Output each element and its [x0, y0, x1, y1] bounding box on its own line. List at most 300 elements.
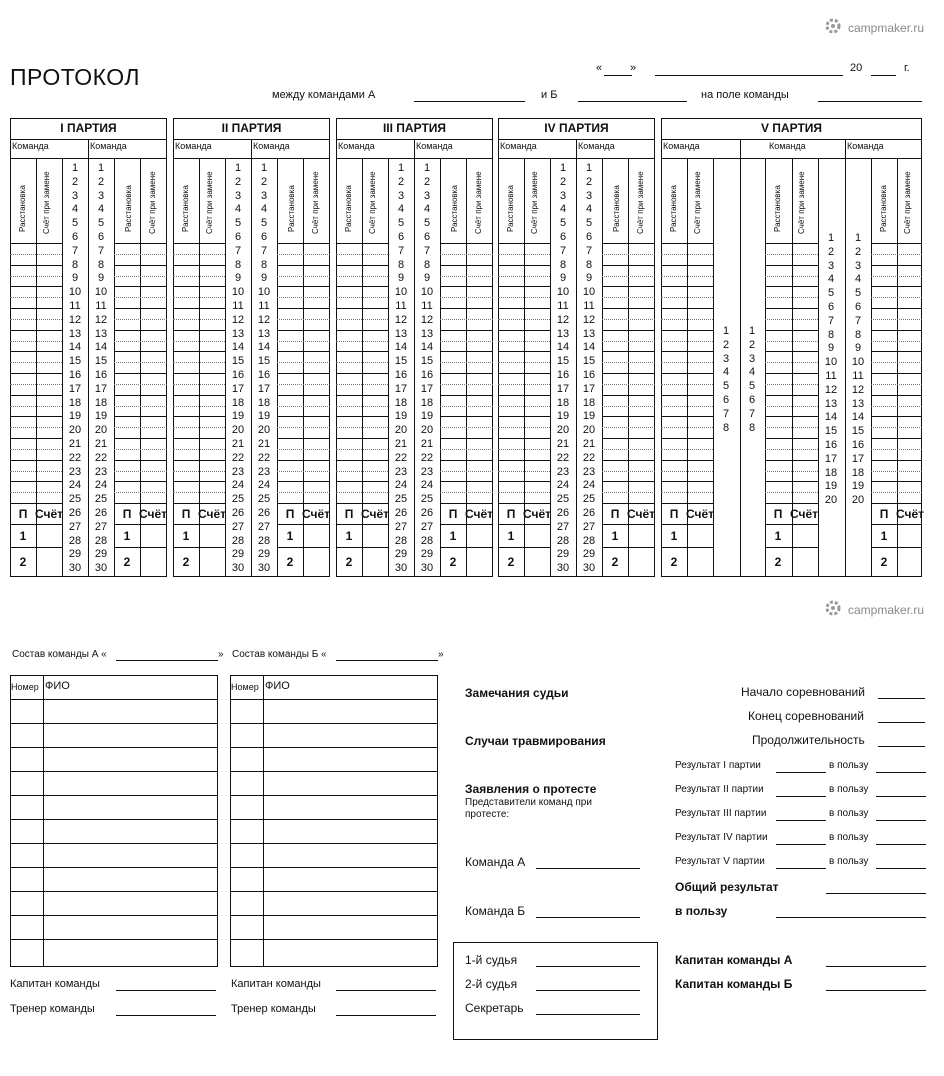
team-b-score-cell[interactable]	[277, 395, 330, 417]
team-a-point-number: 29	[556, 548, 570, 561]
team-a-score-cell[interactable]	[336, 330, 388, 352]
roster-row[interactable]	[10, 891, 218, 915]
score-cell[interactable]	[765, 460, 818, 482]
row-2-label: 2	[345, 555, 353, 569]
team-a-column-label: Команда	[663, 141, 700, 151]
team-a-score-cell[interactable]	[10, 481, 62, 503]
team-b-captain-field[interactable]	[336, 990, 436, 991]
team-a-score-cell[interactable]	[498, 265, 550, 287]
team-a-point-number: 19	[68, 410, 82, 423]
roster-row[interactable]	[230, 747, 438, 771]
team-a-point-number: 5	[397, 217, 405, 230]
team-b-point-number: 28	[257, 534, 271, 547]
roster-row[interactable]	[10, 795, 218, 819]
switch-point-number-a: 6	[722, 394, 730, 406]
team-a-point-number: 13	[68, 327, 82, 340]
team-b-score-cell[interactable]	[277, 308, 330, 330]
year-suffix: г.	[904, 62, 910, 74]
team-b-score-cell[interactable]	[114, 351, 167, 373]
team-a-point-number: 5	[827, 287, 835, 300]
team-b-point-number: 2	[854, 245, 862, 258]
roster-row[interactable]	[10, 915, 218, 939]
team-b-point-number: 13	[94, 327, 108, 340]
row-2-label: 2	[774, 555, 782, 569]
team-b-point-number: 24	[94, 479, 108, 492]
team-a-score-cell[interactable]	[173, 265, 225, 287]
secretary-field[interactable]	[536, 1014, 640, 1015]
roster-row[interactable]	[10, 939, 218, 963]
team-b-point-number: 6	[97, 231, 105, 243]
team-b-score-cell[interactable]	[602, 330, 655, 352]
team-a-score-cell[interactable]	[173, 286, 225, 308]
captain-b-label: Капитан команды Б	[675, 977, 793, 991]
date-month-field[interactable]	[655, 75, 843, 76]
team-a-point-number: 18	[231, 396, 245, 409]
roster-row[interactable]	[230, 819, 438, 843]
team-b-score-cell[interactable]	[440, 416, 493, 438]
score-cell[interactable]	[661, 330, 713, 352]
in-favor-field[interactable]	[876, 844, 926, 845]
team-a-roster-name-field[interactable]	[116, 660, 218, 661]
team-b-point-number: 8	[423, 258, 431, 271]
total-result-field[interactable]	[826, 893, 926, 894]
team-b-point-number: 10	[582, 286, 596, 299]
team-a-score-cell[interactable]	[173, 395, 225, 417]
switch-point-number-b: 7	[748, 407, 756, 420]
team-b-score-cell[interactable]	[440, 351, 493, 373]
team-b-score-cell[interactable]	[277, 286, 330, 308]
team-b-point-number: 20	[94, 424, 108, 437]
team-b-score-cell[interactable]	[114, 460, 167, 482]
team-b-score-cell[interactable]	[602, 395, 655, 417]
score-on-sub-label: Счёт при замене	[42, 171, 51, 234]
total-result-label: Общий результат	[675, 880, 779, 894]
roster-row[interactable]	[230, 723, 438, 747]
team-a-score-cell[interactable]	[173, 416, 225, 438]
year-prefix: 20	[850, 62, 863, 74]
team-b-point-number: 23	[420, 465, 434, 478]
team-b-roster-name-field[interactable]	[336, 660, 438, 661]
rule	[740, 139, 741, 158]
score-header: Счёт	[626, 506, 656, 521]
score-cell[interactable]	[765, 395, 818, 417]
team-a-point-number: 10	[394, 286, 408, 299]
arrangement-label: Расстановка	[612, 185, 621, 232]
team-a-point-number: 4	[559, 203, 567, 216]
team-a-point-number: 13	[394, 327, 408, 340]
team-b-point-number: 2	[585, 175, 593, 188]
judge1-field[interactable]	[536, 966, 640, 967]
team-a-score-cell[interactable]	[336, 416, 388, 438]
team-a-score-cell[interactable]	[498, 395, 550, 417]
score-cell[interactable]	[765, 416, 818, 438]
score-cell[interactable]	[661, 308, 713, 330]
team-b-point-number: 23	[582, 465, 596, 478]
team-a-score-cell[interactable]	[10, 416, 62, 438]
team-a-column-label: Команда	[338, 141, 375, 151]
roster-row[interactable]	[10, 819, 218, 843]
score-cell[interactable]	[661, 373, 713, 395]
team-b-score-cell[interactable]	[114, 243, 167, 265]
score-cell[interactable]	[765, 330, 818, 352]
team-b-score-cell[interactable]	[114, 395, 167, 417]
team-b-score-cell[interactable]	[602, 416, 655, 438]
team-a-name-field[interactable]	[414, 101, 525, 102]
team-a-score-cell[interactable]	[173, 351, 225, 373]
team-a-score-cell[interactable]	[173, 460, 225, 482]
team-b-point-number: 10	[420, 286, 434, 299]
score-cell[interactable]	[871, 243, 922, 265]
in-favor-label: в пользу	[829, 784, 869, 795]
score-cell[interactable]	[661, 460, 713, 482]
team-a-score-cell[interactable]	[10, 265, 62, 287]
score-cell[interactable]	[765, 373, 818, 395]
team-a-score-cell[interactable]	[173, 330, 225, 352]
in-favor-field[interactable]	[876, 772, 926, 773]
date-year-field[interactable]	[871, 75, 896, 76]
team-a-score-cell[interactable]	[10, 373, 62, 395]
team-b-score-cell[interactable]	[440, 286, 493, 308]
team-a-score-cell[interactable]	[173, 438, 225, 460]
team-a-captain-field[interactable]	[116, 990, 216, 991]
team-a-score-cell[interactable]	[498, 351, 550, 373]
in-favor-field[interactable]	[876, 868, 926, 869]
judge2-field[interactable]	[536, 990, 640, 991]
roster-row[interactable]	[230, 699, 438, 723]
team-a-score-cell[interactable]	[498, 286, 550, 308]
team-a-point-number: 16	[824, 439, 838, 451]
team-b-column-label: Команда	[578, 141, 615, 151]
roster-row[interactable]	[10, 699, 218, 723]
team-b-score-cell[interactable]	[114, 286, 167, 308]
captain-a-field[interactable]	[826, 966, 926, 967]
p-header: П	[669, 506, 679, 521]
team-b-score-cell[interactable]	[602, 481, 655, 503]
score-cell[interactable]	[765, 243, 818, 265]
team-a-score-cell[interactable]	[173, 308, 225, 330]
team-a-point-number: 26	[394, 507, 408, 519]
team-b-point-number: 30	[582, 562, 596, 575]
team-b-point-number: 7	[585, 244, 593, 257]
team-a-captain-label: Капитан команды	[10, 978, 100, 990]
score-cell[interactable]	[871, 265, 922, 287]
score-header: Счёт	[895, 506, 925, 521]
team-b-point-number: 20	[257, 424, 271, 437]
team-b-score-cell[interactable]	[440, 460, 493, 482]
team-b-score-cell[interactable]	[440, 373, 493, 395]
team-b-score-cell[interactable]	[277, 373, 330, 395]
row-2-label: 2	[123, 555, 131, 569]
team-a-score-cell[interactable]	[10, 286, 62, 308]
team-a-score-cell[interactable]	[173, 243, 225, 265]
team-a-point-number: 8	[71, 258, 79, 271]
score-cell[interactable]	[765, 265, 818, 287]
team-b-score-cell[interactable]	[602, 265, 655, 287]
protest-team-b-label: Команда Б	[465, 904, 526, 918]
team-b-coach-field[interactable]	[336, 1015, 436, 1016]
party-result-field[interactable]	[776, 820, 826, 821]
team-b-score-cell[interactable]	[440, 395, 493, 417]
switch-point-number-a: 4	[722, 366, 730, 379]
score-cell[interactable]	[871, 308, 922, 330]
team-a-point-number: 12	[824, 383, 838, 396]
score-on-sub-label: Счёт при замене	[903, 171, 912, 234]
team-b-score-cell[interactable]	[440, 481, 493, 503]
team-a-score-cell[interactable]	[10, 308, 62, 330]
home-team-field[interactable]	[818, 101, 922, 102]
team-a-point-number: 4	[234, 203, 242, 216]
team-a-score-cell[interactable]	[498, 481, 550, 503]
team-a-point-number: 3	[827, 259, 835, 272]
team-a-point-number: 6	[827, 301, 835, 313]
team-b-score-cell[interactable]	[114, 265, 167, 287]
score-cell[interactable]	[871, 330, 922, 352]
score-cell[interactable]	[661, 416, 713, 438]
score-cell[interactable]	[661, 265, 713, 287]
team-b-point-number: 25	[257, 493, 271, 506]
team-b-score-cell[interactable]	[114, 481, 167, 503]
score-cell[interactable]	[661, 438, 713, 460]
party-result-field[interactable]	[776, 772, 826, 773]
team-a-score-cell[interactable]	[498, 330, 550, 352]
score-cell[interactable]	[871, 416, 922, 438]
roster-row[interactable]	[10, 843, 218, 867]
party-title: III ПАРТИЯ	[382, 121, 447, 135]
score-cell[interactable]	[871, 481, 922, 503]
team-a-score-cell[interactable]	[10, 243, 62, 265]
team-a-score-cell[interactable]	[498, 460, 550, 482]
team-a-point-number: 12	[556, 313, 570, 326]
team-b-point-number: 15	[851, 425, 865, 438]
team-b-score-cell[interactable]	[277, 330, 330, 352]
roster-row[interactable]	[10, 771, 218, 795]
score-cell[interactable]	[765, 438, 818, 460]
team-a-point-number: 7	[827, 314, 835, 327]
team-b-point-number: 26	[257, 507, 271, 519]
team-b-score-cell[interactable]	[277, 481, 330, 503]
roster-row[interactable]	[230, 915, 438, 939]
protest-team-b-field[interactable]	[536, 917, 640, 918]
captain-a-label: Капитан команды А	[675, 953, 793, 967]
team-a-score-cell[interactable]	[173, 481, 225, 503]
team-b-point-number: 14	[582, 341, 596, 354]
team-a-score-cell[interactable]	[336, 265, 388, 287]
team-b-score-cell[interactable]	[440, 265, 493, 287]
team-b-point-number: 3	[854, 259, 862, 272]
team-a-point-number: 15	[394, 355, 408, 368]
score-cell[interactable]	[765, 308, 818, 330]
team-b-score-cell[interactable]	[114, 373, 167, 395]
score-cell[interactable]	[765, 351, 818, 373]
team-a-score-cell[interactable]	[336, 438, 388, 460]
team-a-point-number: 19	[824, 480, 838, 493]
team-a-point-number: 14	[824, 411, 838, 424]
score-on-sub-label: Счёт при замене	[530, 171, 539, 234]
team-a-point-number: 20	[556, 424, 570, 437]
party-result-field[interactable]	[776, 796, 826, 797]
in-favor-field[interactable]	[876, 796, 926, 797]
team-a-score-cell[interactable]	[336, 395, 388, 417]
score-cell[interactable]	[871, 460, 922, 482]
team-a-point-number: 28	[556, 534, 570, 547]
team-b-point-number: 2	[260, 175, 268, 188]
team-b-score-cell[interactable]	[602, 308, 655, 330]
score-cell[interactable]	[661, 351, 713, 373]
row-1-label: 1	[123, 528, 131, 543]
team-b-point-number: 21	[257, 438, 271, 450]
roster-row[interactable]	[230, 843, 438, 867]
score-header: Счёт	[197, 506, 227, 521]
team-b-score-cell[interactable]	[602, 243, 655, 265]
team-b-score-cell[interactable]	[440, 330, 493, 352]
score-on-sub-label: Счёт при замене	[474, 171, 483, 234]
team-b-point-number: 29	[582, 548, 596, 561]
team-b-score-cell[interactable]	[114, 416, 167, 438]
score-on-sub-label: Счёт при замене	[636, 171, 645, 234]
team-b-point-number: 29	[257, 548, 271, 561]
protest-team-a-field[interactable]	[536, 868, 640, 869]
score-cell[interactable]	[765, 481, 818, 503]
party-result-label: Результат III партии	[675, 808, 767, 819]
roster-row[interactable]	[230, 771, 438, 795]
team-b-score-cell[interactable]	[277, 265, 330, 287]
number-column-header: Номер	[11, 682, 39, 692]
team-b-point-number: 18	[94, 396, 108, 409]
score-cell[interactable]	[661, 286, 713, 308]
team-a-point-number: 10	[231, 286, 245, 299]
team-a-score-cell[interactable]	[498, 373, 550, 395]
team-a-point-number: 10	[824, 356, 838, 369]
team-a-score-cell[interactable]	[336, 243, 388, 265]
team-b-score-cell[interactable]	[277, 416, 330, 438]
party-title: I ПАРТИЯ	[60, 121, 117, 135]
arrangement-label: Расстановка	[344, 185, 353, 232]
team-b-score-cell[interactable]	[277, 460, 330, 482]
team-b-point-number: 19	[582, 410, 596, 423]
in-favor-field[interactable]	[876, 820, 926, 821]
row-1-label: 1	[286, 528, 294, 543]
rule	[414, 139, 415, 158]
team-b-score-cell[interactable]	[440, 438, 493, 460]
team-b-score-cell[interactable]	[440, 308, 493, 330]
team-a-score-cell[interactable]	[336, 481, 388, 503]
team-a-point-number: 8	[827, 328, 835, 341]
team-a-score-cell[interactable]	[10, 330, 62, 352]
team-a-score-cell[interactable]	[173, 373, 225, 395]
team-a-score-cell[interactable]	[498, 243, 550, 265]
start-field[interactable]	[878, 698, 925, 699]
team-a-score-cell[interactable]	[498, 438, 550, 460]
team-a-point-number: 18	[824, 466, 838, 479]
roster-row[interactable]	[230, 891, 438, 915]
team-b-score-cell[interactable]	[114, 308, 167, 330]
end-field[interactable]	[878, 722, 925, 723]
team-a-score-cell[interactable]	[336, 460, 388, 482]
team-b-point-number: 16	[257, 369, 271, 381]
team-a-point-number: 13	[231, 327, 245, 340]
roster-row[interactable]	[230, 795, 438, 819]
score-cell[interactable]	[871, 438, 922, 460]
team-b-score-cell[interactable]	[602, 286, 655, 308]
score-on-sub-label: Счёт при замене	[205, 171, 214, 234]
team-b-point-number: 4	[423, 203, 431, 216]
roster-row[interactable]	[230, 867, 438, 891]
team-a-point-number: 17	[824, 452, 838, 465]
team-a-score-cell[interactable]	[336, 351, 388, 373]
team-b-score-cell[interactable]	[114, 438, 167, 460]
team-b-score-cell[interactable]	[114, 330, 167, 352]
score-cell[interactable]	[871, 286, 922, 308]
roster-row[interactable]	[230, 939, 438, 963]
team-b-point-number: 4	[97, 203, 105, 216]
score-cell[interactable]	[871, 351, 922, 373]
team-b-point-number: 18	[582, 396, 596, 409]
team-b-score-cell[interactable]	[440, 243, 493, 265]
team-a-score-cell[interactable]	[10, 351, 62, 373]
team-b-score-cell[interactable]	[602, 438, 655, 460]
roster-row[interactable]	[10, 747, 218, 771]
team-b-point-number: 7	[854, 314, 862, 327]
team-b-score-cell[interactable]	[277, 243, 330, 265]
score-cell[interactable]	[871, 373, 922, 395]
team-b-score-cell[interactable]	[277, 351, 330, 373]
row-1-label: 1	[670, 528, 678, 543]
team-a-point-number: 14	[68, 341, 82, 354]
roster-row[interactable]	[10, 723, 218, 747]
team-a-point-number: 19	[394, 410, 408, 423]
roster-row[interactable]	[10, 867, 218, 891]
score-cell[interactable]	[661, 481, 713, 503]
row-1-label: 1	[611, 528, 619, 543]
row-2-label: 2	[449, 555, 457, 569]
team-a-point-number: 5	[71, 217, 79, 230]
duration-field[interactable]	[878, 746, 925, 747]
total-favor-label: в пользу	[675, 904, 728, 918]
team-b-score-cell[interactable]	[602, 373, 655, 395]
team-a-score-cell[interactable]	[336, 308, 388, 330]
team-a-point-number: 18	[68, 396, 82, 409]
team-a-score-cell[interactable]	[10, 395, 62, 417]
team-b-score-cell[interactable]	[277, 438, 330, 460]
team-a-point-number: 6	[71, 231, 79, 243]
captain-b-field[interactable]	[826, 990, 926, 991]
total-favor-field[interactable]	[776, 917, 926, 918]
score-cell[interactable]	[871, 395, 922, 417]
team-a-score-cell[interactable]	[498, 308, 550, 330]
date-day-field[interactable]	[604, 75, 632, 76]
team-b-name-field[interactable]	[578, 101, 687, 102]
team-b-point-number: 5	[585, 217, 593, 230]
party-result-field[interactable]	[776, 844, 826, 845]
team-a-score-cell[interactable]	[498, 416, 550, 438]
score-cell[interactable]	[661, 243, 713, 265]
team-a-score-cell[interactable]	[10, 438, 62, 460]
team-a-point-number: 25	[394, 493, 408, 506]
team-b-score-cell[interactable]	[602, 351, 655, 373]
team-b-score-cell[interactable]	[602, 460, 655, 482]
team-a-point-number: 27	[231, 520, 245, 533]
referee-notes-label: Замечания судьи	[465, 686, 569, 700]
score-cell[interactable]	[661, 395, 713, 417]
team-a-score-cell[interactable]	[336, 286, 388, 308]
team-a-coach-field[interactable]	[116, 1015, 216, 1016]
party-result-field[interactable]	[776, 868, 826, 869]
team-b-point-number: 9	[585, 272, 593, 285]
team-a-score-cell[interactable]	[336, 373, 388, 395]
team-a-point-number: 23	[556, 465, 570, 478]
score-cell[interactable]	[765, 286, 818, 308]
team-a-score-cell[interactable]	[10, 460, 62, 482]
